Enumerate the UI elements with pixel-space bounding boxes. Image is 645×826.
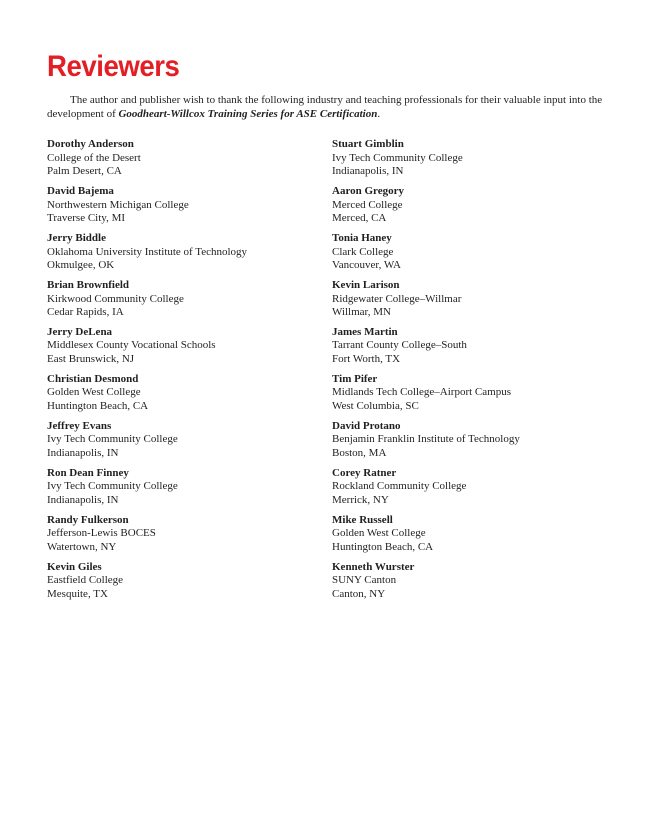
reviewer-institution: Kirkwood Community College	[47, 292, 184, 305]
reviewer-location: Merrick, NY	[332, 493, 389, 506]
reviewer-institution: Clark College	[332, 245, 394, 258]
reviewer-location: East Brunswick, NJ	[47, 353, 135, 366]
reviewer-location: Watertown, NY	[47, 540, 117, 553]
reviewer-entry	[47, 467, 307, 508]
page-title: Reviewers	[47, 50, 180, 83]
reviewer-entry	[47, 326, 307, 367]
reviewer-name: Corey Ratner	[332, 466, 397, 479]
reviewer-column-left	[47, 138, 307, 608]
reviewer-institution: Rockland Community College	[332, 480, 467, 493]
reviewer-location: Indianapolis, IN	[47, 447, 119, 459]
reviewer-institution: Benjamin Franklin Institute of Technology	[332, 433, 520, 446]
reviewer-entry	[47, 420, 307, 461]
reviewer-institution: Jefferson-Lewis BOCES	[47, 527, 156, 540]
reviewer-institution: SUNY Canton	[332, 574, 397, 587]
reviewer-name: Brian Brownfield	[47, 278, 130, 291]
reviewer-location: Okmulgee, OK	[47, 259, 115, 272]
reviewer-name: Tim Pifer	[332, 372, 378, 385]
reviewer-entry	[47, 514, 307, 555]
reviewer-location: Canton, NY	[332, 587, 386, 600]
page	[47, 50, 607, 618]
reviewer-location: Mesquite, TX	[47, 587, 108, 600]
reviewer-entry	[332, 467, 592, 508]
reviewer-institution: Merced College	[332, 198, 403, 211]
reviewer-column-right	[332, 138, 592, 608]
reviewer-name: Kevin Larison	[332, 278, 400, 291]
reviewer-location: Willmar, MN	[332, 306, 391, 319]
reviewer-institution: Ridgewater College–Willmar	[332, 292, 462, 305]
reviewer-entry	[332, 138, 592, 179]
reviewer-location: Indianapolis, IN	[332, 165, 404, 178]
reviewer-name: Dorothy Anderson	[47, 138, 134, 150]
reviewer-name: James Martin	[332, 325, 398, 338]
reviewer-name: Christian Desmond	[47, 372, 139, 385]
reviewer-name: Stuart Gimblin	[332, 138, 404, 150]
reviewer-location: Huntington Beach, CA	[47, 400, 149, 413]
reviewer-location: Boston, MA	[332, 447, 387, 459]
reviewer-columns	[47, 138, 607, 618]
reviewer-name: Jerry Biddle	[47, 231, 106, 244]
reviewer-institution: Golden West College	[332, 527, 426, 540]
reviewer-name: Jeffrey Evans	[47, 419, 112, 432]
reviewer-location: Cedar Rapids, IA	[47, 306, 124, 319]
reviewer-institution: Eastfield College	[47, 574, 124, 587]
series-title: Goodheart-Willcox Training Series for ASE Certification	[118, 107, 378, 120]
reviewer-entry	[332, 420, 592, 461]
reviewer-location: Indianapolis, IN	[47, 493, 119, 506]
reviewer-location: Fort Worth, TX	[332, 353, 401, 366]
reviewer-location: Traverse City, MI	[47, 212, 126, 225]
reviewer-location: Vancouver, WA	[332, 259, 402, 272]
reviewer-entry	[332, 373, 592, 414]
reviewer-entry	[332, 232, 592, 273]
reviewer-location: Palm Desert, CA	[47, 165, 122, 178]
reviewer-location: Merced, CA	[332, 212, 387, 225]
intro-paragraph	[47, 94, 609, 121]
reviewer-institution: Northwestern Michigan College	[47, 198, 189, 211]
reviewer-entry	[332, 326, 592, 367]
reviewer-institution: Middlesex County Vocational Schools	[47, 339, 216, 352]
reviewer-entry	[47, 185, 307, 226]
reviewer-institution: Ivy Tech Community College	[47, 433, 178, 446]
reviewer-name: Randy Fulkerson	[47, 513, 129, 526]
reviewer-entry	[47, 279, 307, 320]
reviewer-name: Kenneth Wurster	[332, 560, 415, 573]
intro-text-before: The author and publisher wish to thank the following industry and teaching professionals for their valuable input into the development of	[47, 94, 603, 120]
reviewer-institution: Tarrant County College–South	[332, 339, 467, 352]
reviewer-institution: Ivy Tech Community College	[332, 151, 463, 164]
reviewer-institution: Oklahoma University Institute of Technology	[47, 245, 248, 258]
reviewer-location: West Columbia, SC	[332, 400, 419, 413]
reviewer-name: Mike Russell	[332, 513, 393, 526]
reviewer-institution: Ivy Tech Community College	[47, 480, 178, 493]
reviewer-entry	[332, 185, 592, 226]
reviewer-entry	[47, 373, 307, 414]
reviewer-entry	[332, 279, 592, 320]
reviewer-entry	[332, 561, 592, 602]
reviewer-name: David Protano	[332, 419, 401, 432]
reviewer-location: Huntington Beach, CA	[332, 540, 434, 553]
reviewer-name: Tonia Haney	[332, 231, 392, 244]
reviewer-name: Jerry DeLena	[47, 325, 113, 338]
reviewer-entry	[47, 561, 307, 602]
reviewer-institution: College of the Desert	[47, 151, 141, 164]
reviewer-institution: Midlands Tech College–Airport Campus	[332, 386, 511, 399]
reviewer-entry	[47, 232, 307, 273]
reviewer-entry	[332, 514, 592, 555]
reviewer-name: David Bajema	[47, 184, 114, 197]
reviewer-entry	[47, 138, 307, 179]
reviewer-name: Aaron Gregory	[332, 184, 404, 197]
intro-text-after: .	[377, 107, 381, 120]
reviewer-name: Kevin Giles	[47, 560, 102, 573]
reviewer-institution: Golden West College	[47, 386, 141, 399]
reviewer-name: Ron Dean Finney	[47, 466, 129, 479]
